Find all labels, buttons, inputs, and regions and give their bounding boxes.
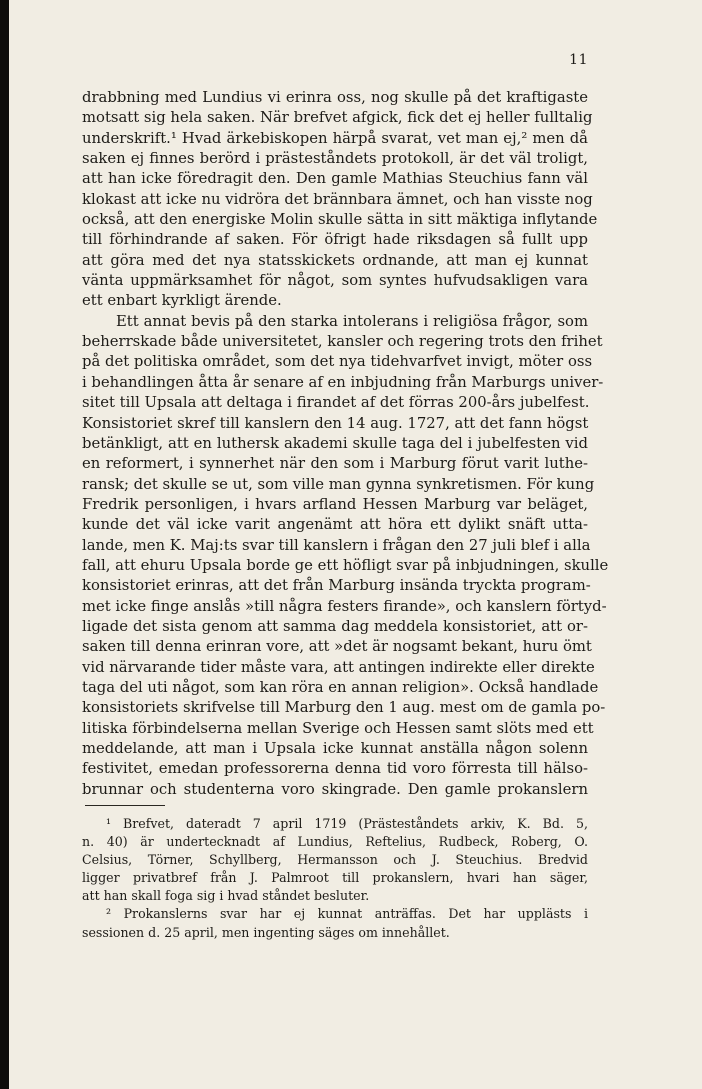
text-line: saken ej finnes berörd i prästeståndets protokoll, är det väl troligt, <box>82 150 588 168</box>
text-line: till förhindrande af saken. För öfrigt hade riksdagen så fullt upp <box>82 231 588 249</box>
text-line: underskrift.¹ Hvad ärkebiskopen härpå svarat, vet man ej,² men då <box>82 129 588 147</box>
text-line: ransk; det skulle se ut, som ville man gynna synkretismen. För kung <box>82 475 595 493</box>
text-line: met icke finge anslås »till några festers firande», och kanslern förtyd- <box>82 597 607 615</box>
footnote-divider <box>85 805 165 806</box>
text-line: att han icke föredragit den. Den gamle Mathias Steuchius fann väl <box>82 170 588 188</box>
text-line: ligade det sista genom att samma dag meddela konsistoriet, att or- <box>82 617 588 635</box>
text-line: meddelande, att man i Upsala icke kunnat anställa någon solenn <box>82 740 588 757</box>
text-line: sitet till Upsala att deltaga i firandet af det förras 200-års jubelfest. <box>82 394 590 412</box>
footnote-2-line: sessionen d. 25 april, men ingenting säges om innehållet. <box>82 924 450 940</box>
text-line: betänkligt, att en luthersk akademi skulle taga del i jubelfesten vid <box>82 434 588 452</box>
scan-left-edge <box>0 0 9 1089</box>
text-line: saken till denna erinran vore, att »det är nogsamt bekant, huru ömt <box>82 638 592 656</box>
page-number: 11 <box>569 52 588 68</box>
text-line: beherrskade både universitetet, kansler och regering trots den frihet <box>82 333 603 351</box>
footnote-1-line: n. 40) är undertecknadt af Lundius, Reftelius, Rudbeck, Roberg, O. <box>82 834 588 850</box>
text-line: lande, men K. Maj:ts svar till kanslern i frågan den 27 juli blef i alla <box>82 536 591 554</box>
text-line: vänta uppmärksamhet för något, som syntes hufvudsakligen vara <box>82 272 588 290</box>
text-line: festivitet, emedan professorerna denna tid voro förresta till hälso- <box>82 760 588 778</box>
footnote-1-line: att han skall foga sig i hvad ståndet besluter. <box>82 888 370 904</box>
text-line: Konsistoriet skref till kanslern den 14 aug. 1727, att det fann högst <box>82 414 589 432</box>
body-text <box>82 88 609 800</box>
text-line: konsistoriet erinras, att det från Marburg insända tryckta program- <box>82 577 591 595</box>
footnote-1-line: ligger privatbref från J. Palmroot till prokanslern, hvari han säger, <box>82 870 588 886</box>
footnote-1-line: ¹ Brefvet, dateradt 7 april 1719 (Prästeståndets arkiv, K. Bd. 5, <box>106 816 588 831</box>
text-line: taga del uti något, som kan röra en annan religion». Också handlade <box>82 678 599 696</box>
footnotes <box>82 815 588 942</box>
text-line: konsistoriets skrifvelse till Marburg den 1 aug. mest om de gamla po- <box>82 699 606 717</box>
paragraph-end-line: ett enbart kyrkligt ärende. <box>82 292 282 310</box>
text-line: motsatt sig hela saken. När brefvet afgick, fick det ej heller fulltalig <box>82 109 593 127</box>
text-line: att göra med det nya statsskickets ordnande, att man ej kunnat <box>82 251 588 269</box>
text-line: också, att den energiske Molin skulle sätta in sitt mäktiga inflytande <box>82 211 598 229</box>
text-line: fall, att ehuru Upsala borde ge ett höfligt svar på inbjudningen, skulle <box>82 556 609 574</box>
text-line: litiska förbindelserna mellan Sverige och Hessen samt slöts med ett <box>82 719 594 737</box>
paragraph-start-line: Ett annat bevis på den starka intolerans i religiösa frågor, som <box>116 312 588 330</box>
text-line: klokast att icke nu vidröra det brännbara ämnet, och han visste nog <box>82 190 593 208</box>
text-line: kunde det väl icke varit angenämt att höra ett dylikt snäft utta- <box>82 516 588 534</box>
text-line: brunnar och studenterna voro skingrade. Den gamle prokanslern <box>82 780 588 798</box>
text-line: en reformert, i synnerhet när den som i Marburg förut varit luthe- <box>82 455 588 473</box>
text-line: drabbning med Lundius vi erinra oss, nog skulle på det kraftigaste <box>82 89 588 106</box>
footnote-2-line: ² Prokanslerns svar har ej kunnat anträffas. Det har upplästs i <box>106 906 588 922</box>
footnote-1-line: Celsius, Törner, Schyllberg, Hermansson och J. Steuchius. Bredvid <box>82 852 588 868</box>
text-line: Fredrik personligen, i hvars arfland Hessen Marburg var beläget, <box>82 495 588 513</box>
text-line: i behandlingen åtta år senare af en inbjudning från Marburgs univer- <box>82 373 604 391</box>
text-line: vid närvarande tider måste vara, att antingen indirekte eller direkte <box>82 658 595 676</box>
text-line: på det politiska området, som det nya tidehvarfvet invigt, möter oss <box>82 353 593 371</box>
